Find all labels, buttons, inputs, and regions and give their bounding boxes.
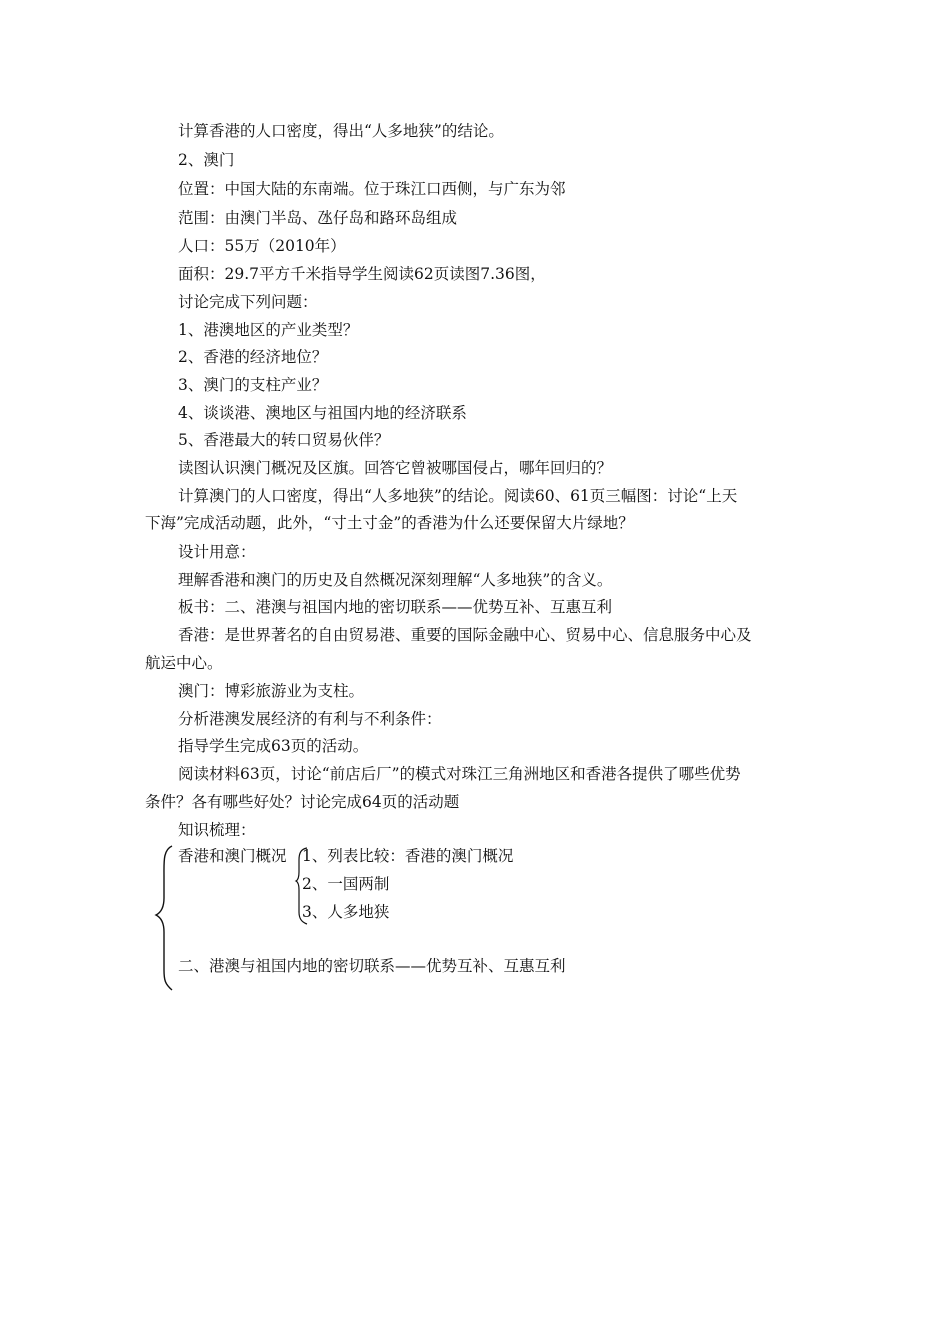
- paragraph-hk-density: 计算香港的人口密度，得出“人多地狭”的结论。: [178, 122, 504, 140]
- macao-range: 范围：由澳门半岛、氹仔岛和路环岛组成: [178, 209, 458, 227]
- macao-density-paragraph: 计算澳门的人口密度，得出“人多地狭”的结论。阅读60、61页三幅图：讨论“上天: [178, 487, 738, 505]
- macao-pillar: 澳门：博彩旅游业为支柱。: [178, 682, 365, 700]
- discussion-intro: 讨论完成下列问题：: [178, 293, 318, 311]
- outline-item-2: 2、一国两制: [302, 875, 390, 893]
- heading-macao: 2、澳门: [178, 151, 235, 169]
- reading-material: 阅读材料63页，讨论“前店后厂”的模式对珠江三角洲地区和香港各提供了哪些优势: [178, 765, 741, 783]
- macao-location: 位置：中国大陆的东南端。位于珠江口西侧，与广东为邻: [178, 180, 566, 198]
- design-intent-text: 理解香港和澳门的历史及自然概况深刻理解“人多地狭”的含义。: [178, 571, 613, 589]
- macao-area: 面积：29.7平方千米指导学生阅读62页读图7.36图，: [178, 265, 546, 283]
- outline-root: 香港和澳门概况: [178, 847, 287, 865]
- question-1: 1、港澳地区的产业类型？: [178, 321, 359, 339]
- outline-item-1: 1、列表比较：香港的澳门概况: [302, 847, 514, 865]
- outline-item-3: 3、人多地狭: [302, 903, 390, 921]
- outline-second: 二、港澳与祖国内地的密切联系——优势互补、互惠互利: [178, 957, 566, 975]
- question-4: 4、谈谈港、澳地区与祖国内地的经济联系: [178, 404, 467, 422]
- design-intent-label: 设计用意：: [178, 543, 256, 561]
- map-reading-task: 读图认识澳门概况及区旗。回答它曾被哪国侵占，哪年回归的？: [178, 459, 613, 477]
- knowledge-summary-label: 知识梳理：: [178, 821, 256, 839]
- reading-material-cont: 条件？各有哪些好处？讨论完成64页的活动题: [145, 793, 460, 811]
- question-2: 2、香港的经济地位？: [178, 348, 328, 366]
- macao-population: 人口：55万（2010年）: [178, 237, 346, 255]
- hk-description: 香港：是世界著名的自由贸易港、重要的国际金融中心、贸易中心、信息服务中心及: [178, 626, 752, 644]
- question-3: 3、澳门的支柱产业？: [178, 376, 328, 394]
- activity-guide: 指导学生完成63页的活动。: [178, 737, 369, 755]
- question-5: 5、香港最大的转口贸易伙伴？: [178, 431, 390, 449]
- hk-description-cont: 航运中心。: [145, 654, 223, 672]
- macao-density-paragraph-cont: 下海”完成活动题，此外，“寸土寸金”的香港为什么还要保留大片绿地？: [145, 514, 634, 532]
- analysis-conditions: 分析港澳发展经济的有利与不利条件：: [178, 710, 442, 728]
- large-brace: [156, 846, 172, 990]
- blackboard-heading: 板书：二、港澳与祖国内地的密切联系——优势互补、互惠互利: [178, 598, 613, 616]
